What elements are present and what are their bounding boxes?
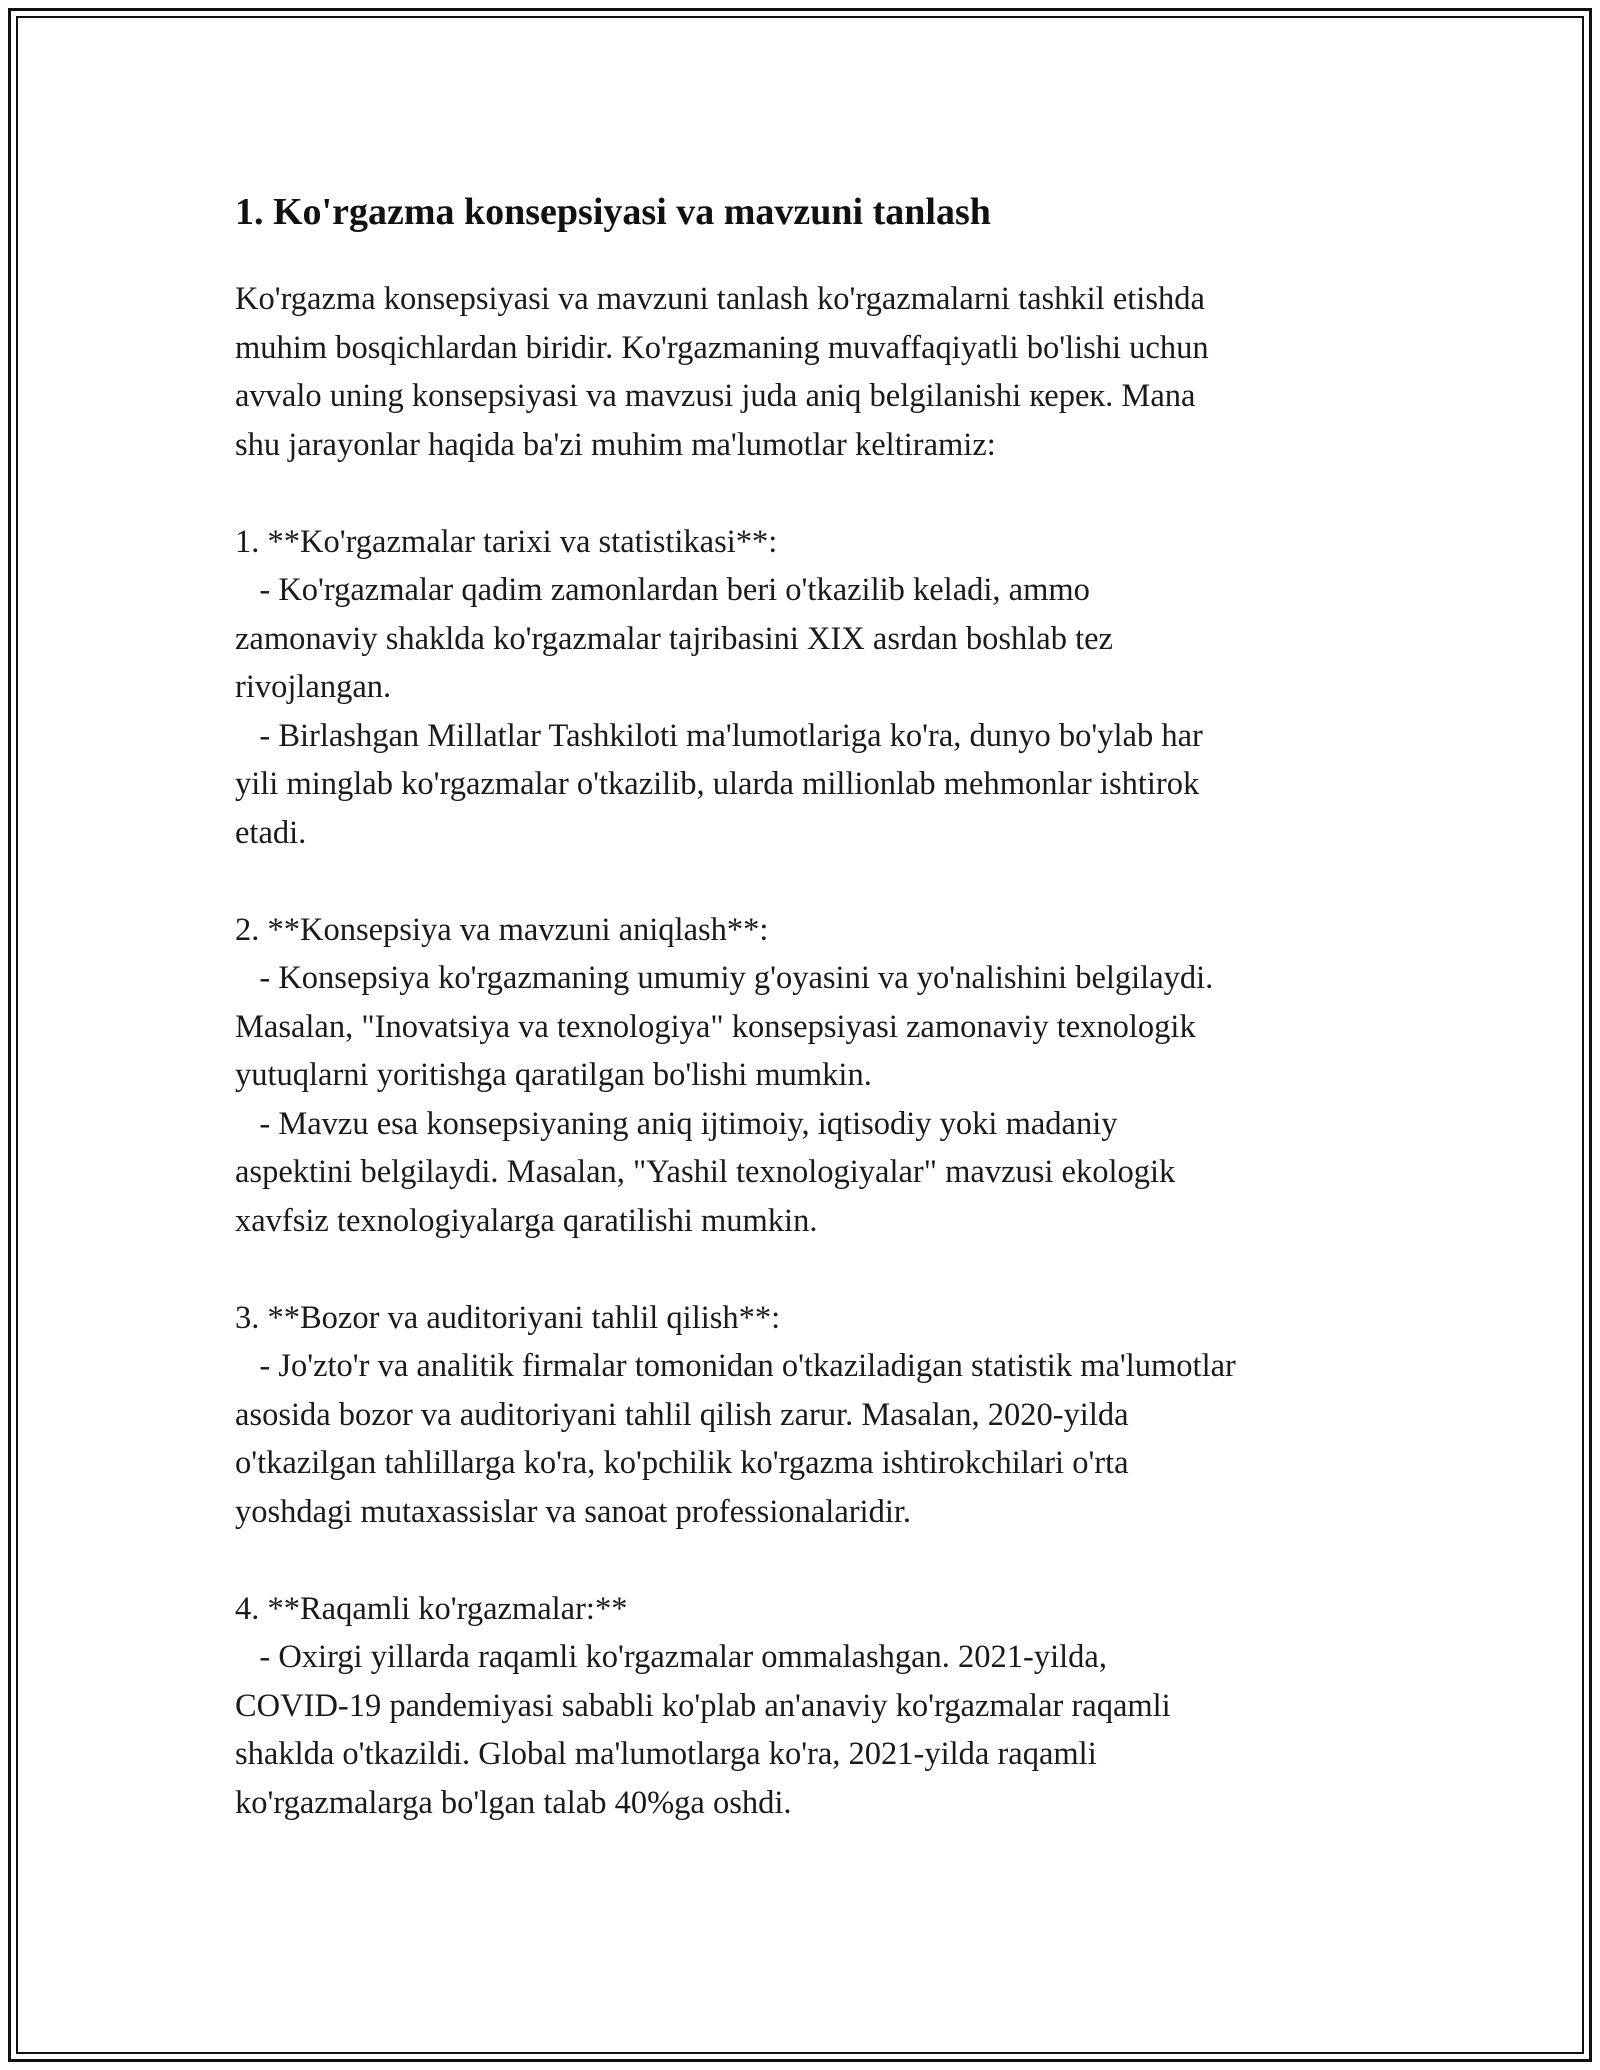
document-content (235, 185, 1370, 1827)
document-body: Ko'rgazma konsepsiyasi va mavzuni tanlash ko'rgazmalarni tashkil etishda muhim bosqichlardan biridir. Ko'rgazmaning muvaffaqiyatli bo'lishi uchun avvalo uning konsepsiyasi va mavzusi juda aniq belgilanishi керек. Mana shu jarayonlar haqida ba'zi muhim ma'lumotlar keltiramiz: 1. **Ko'rgazmalar tarixi va statistikasi**: - Ko'rgazmalar qadim zamonlardan beri o'tkazilib keladi, ammo zamonaviy shaklda ko'rgazmalar tajribasini XIX asrdan boshlab tez rivojlangan. - Birlashgan Millatlar Tashkiloti ma'lumotlariga ko'ra, dunyo bo'ylab har yili minglab ko'rgazmalar o'tkazilib, ularda millionlab mehmonlar ishtirok etadi. 2. **Konsepsiya va mavzuni aniqlash**: - Konsepsiya ko'rgazmaning umumiy g'oyasini va yo'nalishini belgilaydi. Masalan, "Inovatsiya va texnologiya" konsepsiyasi zamonaviy texnologik yutuqlarni yoritishga qaratilgan bo'lishi mumkin. - Mavzu esa konsepsiyaning aniq ijtimoiy, iqtisodiy yoki madaniy aspektini belgilaydi. Masalan, "Yashil texnologiyalar" mavzusi ekologik xavfsiz texnologiyalarga qaratilishi mumkin. 3. **Bozor va auditoriyani tahlil qilish**: - Jo'zto'r va analitik firmalar tomonidan o'tkaziladigan statistik ma'lumotlar asosida bozor va auditoriyani tahlil qilish zarur. Masalan, 2020-yilda o'tkazilgan tahlillarga ko'ra, ko'pchilik ko'rgazma ishtirokchilari o'rta yoshdagi mutaxassislar va sanoat professionalaridir. 4. **Raqamli ko'rgazmalar:** - Oxirgi yillarda raqamli ko'rgazmalar ommalashgan. 2021-yilda, COVID-19 pandemiyasi sababli ko'plab an'anaviy ko'rgazmalar raqamli shaklda o'tkazildi. Global ma'lumotlarga ko'ra, 2021-yilda raqamli ko'rgazmalarga bo'lgan talab 40%ga oshdi. (235, 281, 1236, 1821)
document-heading: 1. Ko'rgazma konsepsiyasi va mavzuni tanlash (235, 191, 991, 233)
